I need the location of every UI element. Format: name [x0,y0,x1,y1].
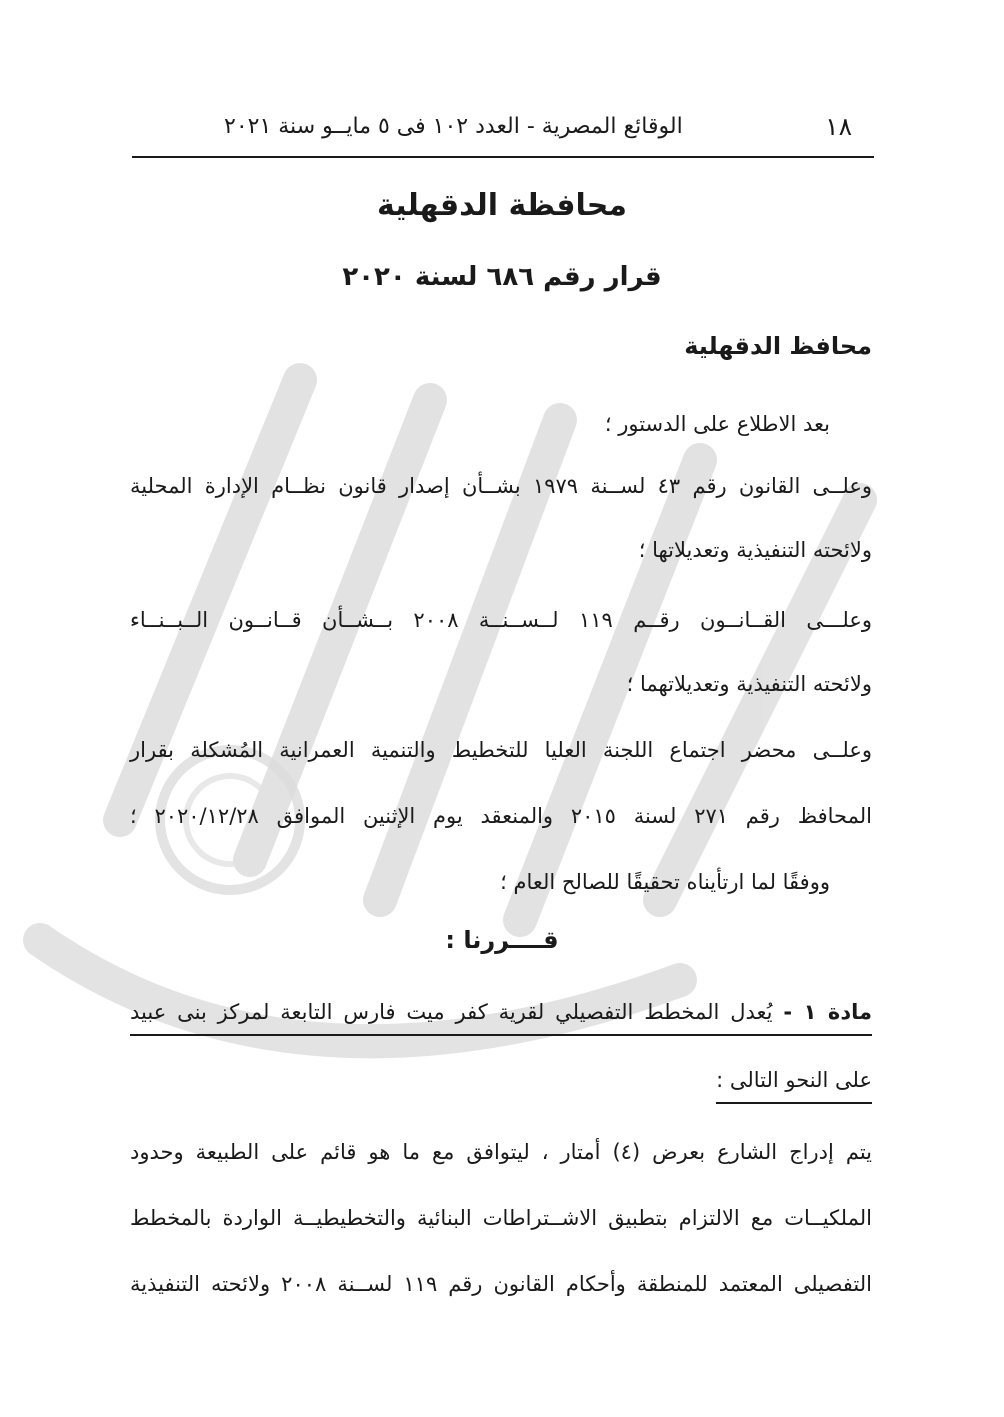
article-1-text: يُعدل المخطط التفصيلي لقرية كفر ميت فارس التابعة لمركز بنى عبيد [130,1000,773,1024]
preamble-line: ولائحته التنفيذية وتعديلاتها ؛ [638,538,872,562]
preamble-line: المحافظ رقم ٢٧١ لسنة ٢٠١٥ والمنعقد يوم الإثنين الموافق ٢٠٢٠/١٢/٢٨ ؛ [130,804,872,828]
page-number: ١٨ [825,112,852,141]
article-1-label: مادة ١ - [783,1000,872,1024]
preamble-line: وعلــى محضر اجتماع اللجنة العليا للتخطيط والتنمية العمرانية المُشكلة بقرار [130,738,872,762]
governorate-title: محافظة الدقهلية [377,188,627,223]
publication-line: الوقائع المصرية - العدد ١٠٢ فى ٥ مايــو سنة ٢٠٢١ [224,114,683,139]
article-1-continuation: على النحو التالى : [716,1064,872,1104]
preamble-line: بعد الاطلاع على الدستور ؛ [604,412,830,436]
preamble-line: وعلـــى القــانــون رقــم ١١٩ لــســنــة ٢٠٠٨ بــشــأن قــانــون الــبــنــاء [130,608,872,632]
page-header [132,112,874,158]
article-1-line [130,996,872,1036]
body-line: يتم إدراج الشارع بعرض (٤) أمتار ، ليتوافق مع ما هو قائم على الطبيعة وحدود [130,1140,872,1164]
preamble-line: وعلــى القانون رقم ٤٣ لســنة ١٩٧٩ بشــأن إصدار قانون نظــام الإدارة المحلية [130,474,872,498]
preamble-line: ووفقًا لما ارتأيناه تحقيقًا للصالح العام ؛ [500,870,830,894]
body-line: التفصيلى المعتمد للمنطقة وأحكام القانون رقم ١١٩ لســنة ٢٠٠٨ ولائحته التنفيذية [130,1272,873,1296]
body-line: الملكيــات مع الالتزام بتطبيق الاشــتراطات البنائية والتخطيطيــة الواردة بالمخطط [130,1206,872,1230]
decree-title: قرار رقم ٦٨٦ لسنة ٢٠٢٠ [342,262,662,292]
preamble-line: ولائحته التنفيذية وتعديلاتهما ؛ [626,672,872,696]
issuer-heading: محافظ الدقهلية [684,332,872,360]
decided-heading: قــــررنا : [445,926,559,954]
